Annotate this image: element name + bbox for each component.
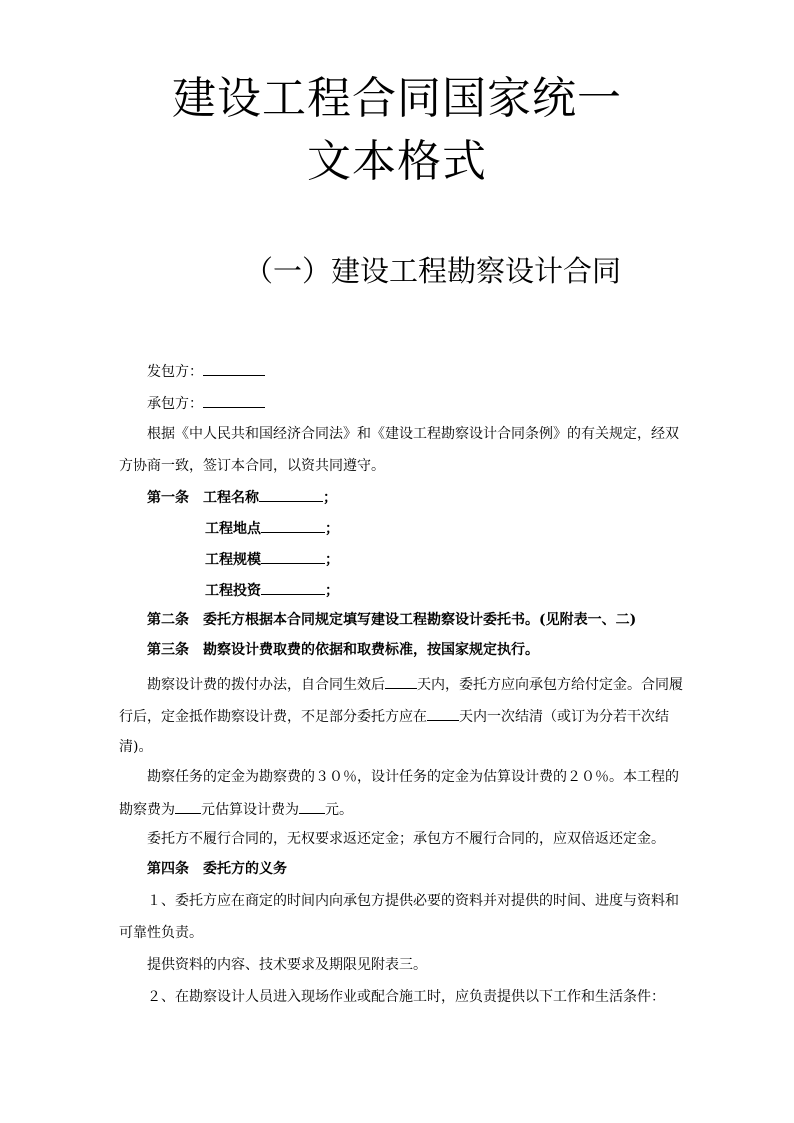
deposit-forfeit-line: 委托方不履行合同的，无权要求返还定金；承包方不履行合同的，应双倍返还定金。 [147, 831, 665, 847]
project-investment-label: 工程投资 [205, 583, 261, 599]
preamble-line-2: 方协商一致，签订本合同，以资共同遵守。 [119, 458, 385, 474]
payment-line-1 [147, 676, 683, 692]
project-location-line [205, 520, 339, 536]
design-fee-label: 元估算设计费为 [201, 802, 299, 818]
design-fee-blank[interactable] [299, 801, 325, 814]
article-4-heading: 第四条 委托方的义务 [147, 861, 287, 877]
project-investment-blank[interactable] [261, 582, 325, 595]
article-4-item-2-line: ２、在勘察设计人员进入现场作业或配合施工时，应负责提供以下工作和生活条件： [147, 989, 665, 1005]
project-scale-line [205, 551, 339, 567]
employer-blank[interactable] [203, 363, 265, 376]
article-1-line-1 [147, 489, 337, 505]
contractor-label: 承包方： [147, 396, 203, 412]
payment-line-2 [119, 708, 669, 724]
payment-text-d: 天内一次结清（或订为分若干次结 [459, 709, 669, 725]
article-2-label: 第二条 [147, 612, 189, 628]
survey-fee-label: 勘察费为 [119, 802, 175, 818]
payment-line-3: 清)。 [119, 739, 153, 755]
deposit-rate-line-2 [119, 801, 353, 817]
article-3-line [147, 643, 539, 657]
employer-line [147, 363, 265, 379]
project-investment-line [205, 582, 339, 598]
project-name-label: 工程名称 [203, 490, 259, 506]
preamble-line-1: 根据《中人民共和国经济合同法》和《建设工程勘察设计合同条例》的有关规定，经双 [147, 426, 679, 442]
project-scale-suffix: ； [325, 552, 339, 568]
article-4-item-1-line-1: １、委托方应在商定的时间内向承包方提供必要的资料并对提供的时间、进度与资料和 [147, 893, 679, 909]
article-3-label: 第三条 [147, 642, 189, 658]
article-4-item-1-line-3: 提供资料的内容、技术要求及期限见附表三。 [147, 957, 427, 973]
article-2-line [147, 613, 636, 627]
article-2-text: 委托方根据本合同规定填写建设工程勘察设计委托书。(见附表一、二) [203, 612, 637, 628]
deposit-days-blank[interactable] [385, 676, 417, 689]
employer-label: 发包方： [147, 364, 203, 380]
deposit-rate-line-1: 勘察任务的定金为勘察费的３０％，设计任务的定金为估算设计费的２０％。本工程的 [147, 769, 679, 785]
survey-fee-blank[interactable] [175, 801, 201, 814]
payment-text-c: 行后，定金抵作勘察设计费，不足部分委托方应在 [119, 709, 427, 725]
project-name-blank[interactable] [259, 489, 323, 502]
project-name-suffix: ； [323, 490, 337, 506]
project-location-label: 工程地点 [205, 521, 261, 537]
article-4-item-1-line-2: 可靠性负责。 [119, 925, 203, 941]
project-location-suffix: ； [325, 521, 339, 537]
project-investment-suffix: ； [325, 583, 339, 599]
payment-text-a: 勘察设计费的拨付办法，自合同生效后 [147, 677, 385, 693]
project-scale-blank[interactable] [261, 551, 325, 564]
article-1-label: 第一条 [147, 490, 189, 506]
document-title-line-1: 建设工程合同国家统一 [172, 73, 622, 124]
contractor-line [147, 395, 265, 411]
contractor-blank[interactable] [203, 395, 265, 408]
contract-subtitle: （一）建设工程勘察设计合同 [244, 254, 622, 288]
document-title-line-2: 文本格式 [307, 136, 487, 187]
settlement-days-blank[interactable] [427, 708, 459, 721]
article-3-text: 勘察设计费取费的依据和取费标准，按国家规定执行。 [203, 642, 539, 658]
project-scale-label: 工程规模 [205, 552, 261, 568]
project-location-blank[interactable] [261, 520, 325, 533]
payment-text-b: 天内，委托方应向承包方给付定金。合同履 [417, 677, 683, 693]
design-fee-unit: 元。 [325, 802, 353, 818]
